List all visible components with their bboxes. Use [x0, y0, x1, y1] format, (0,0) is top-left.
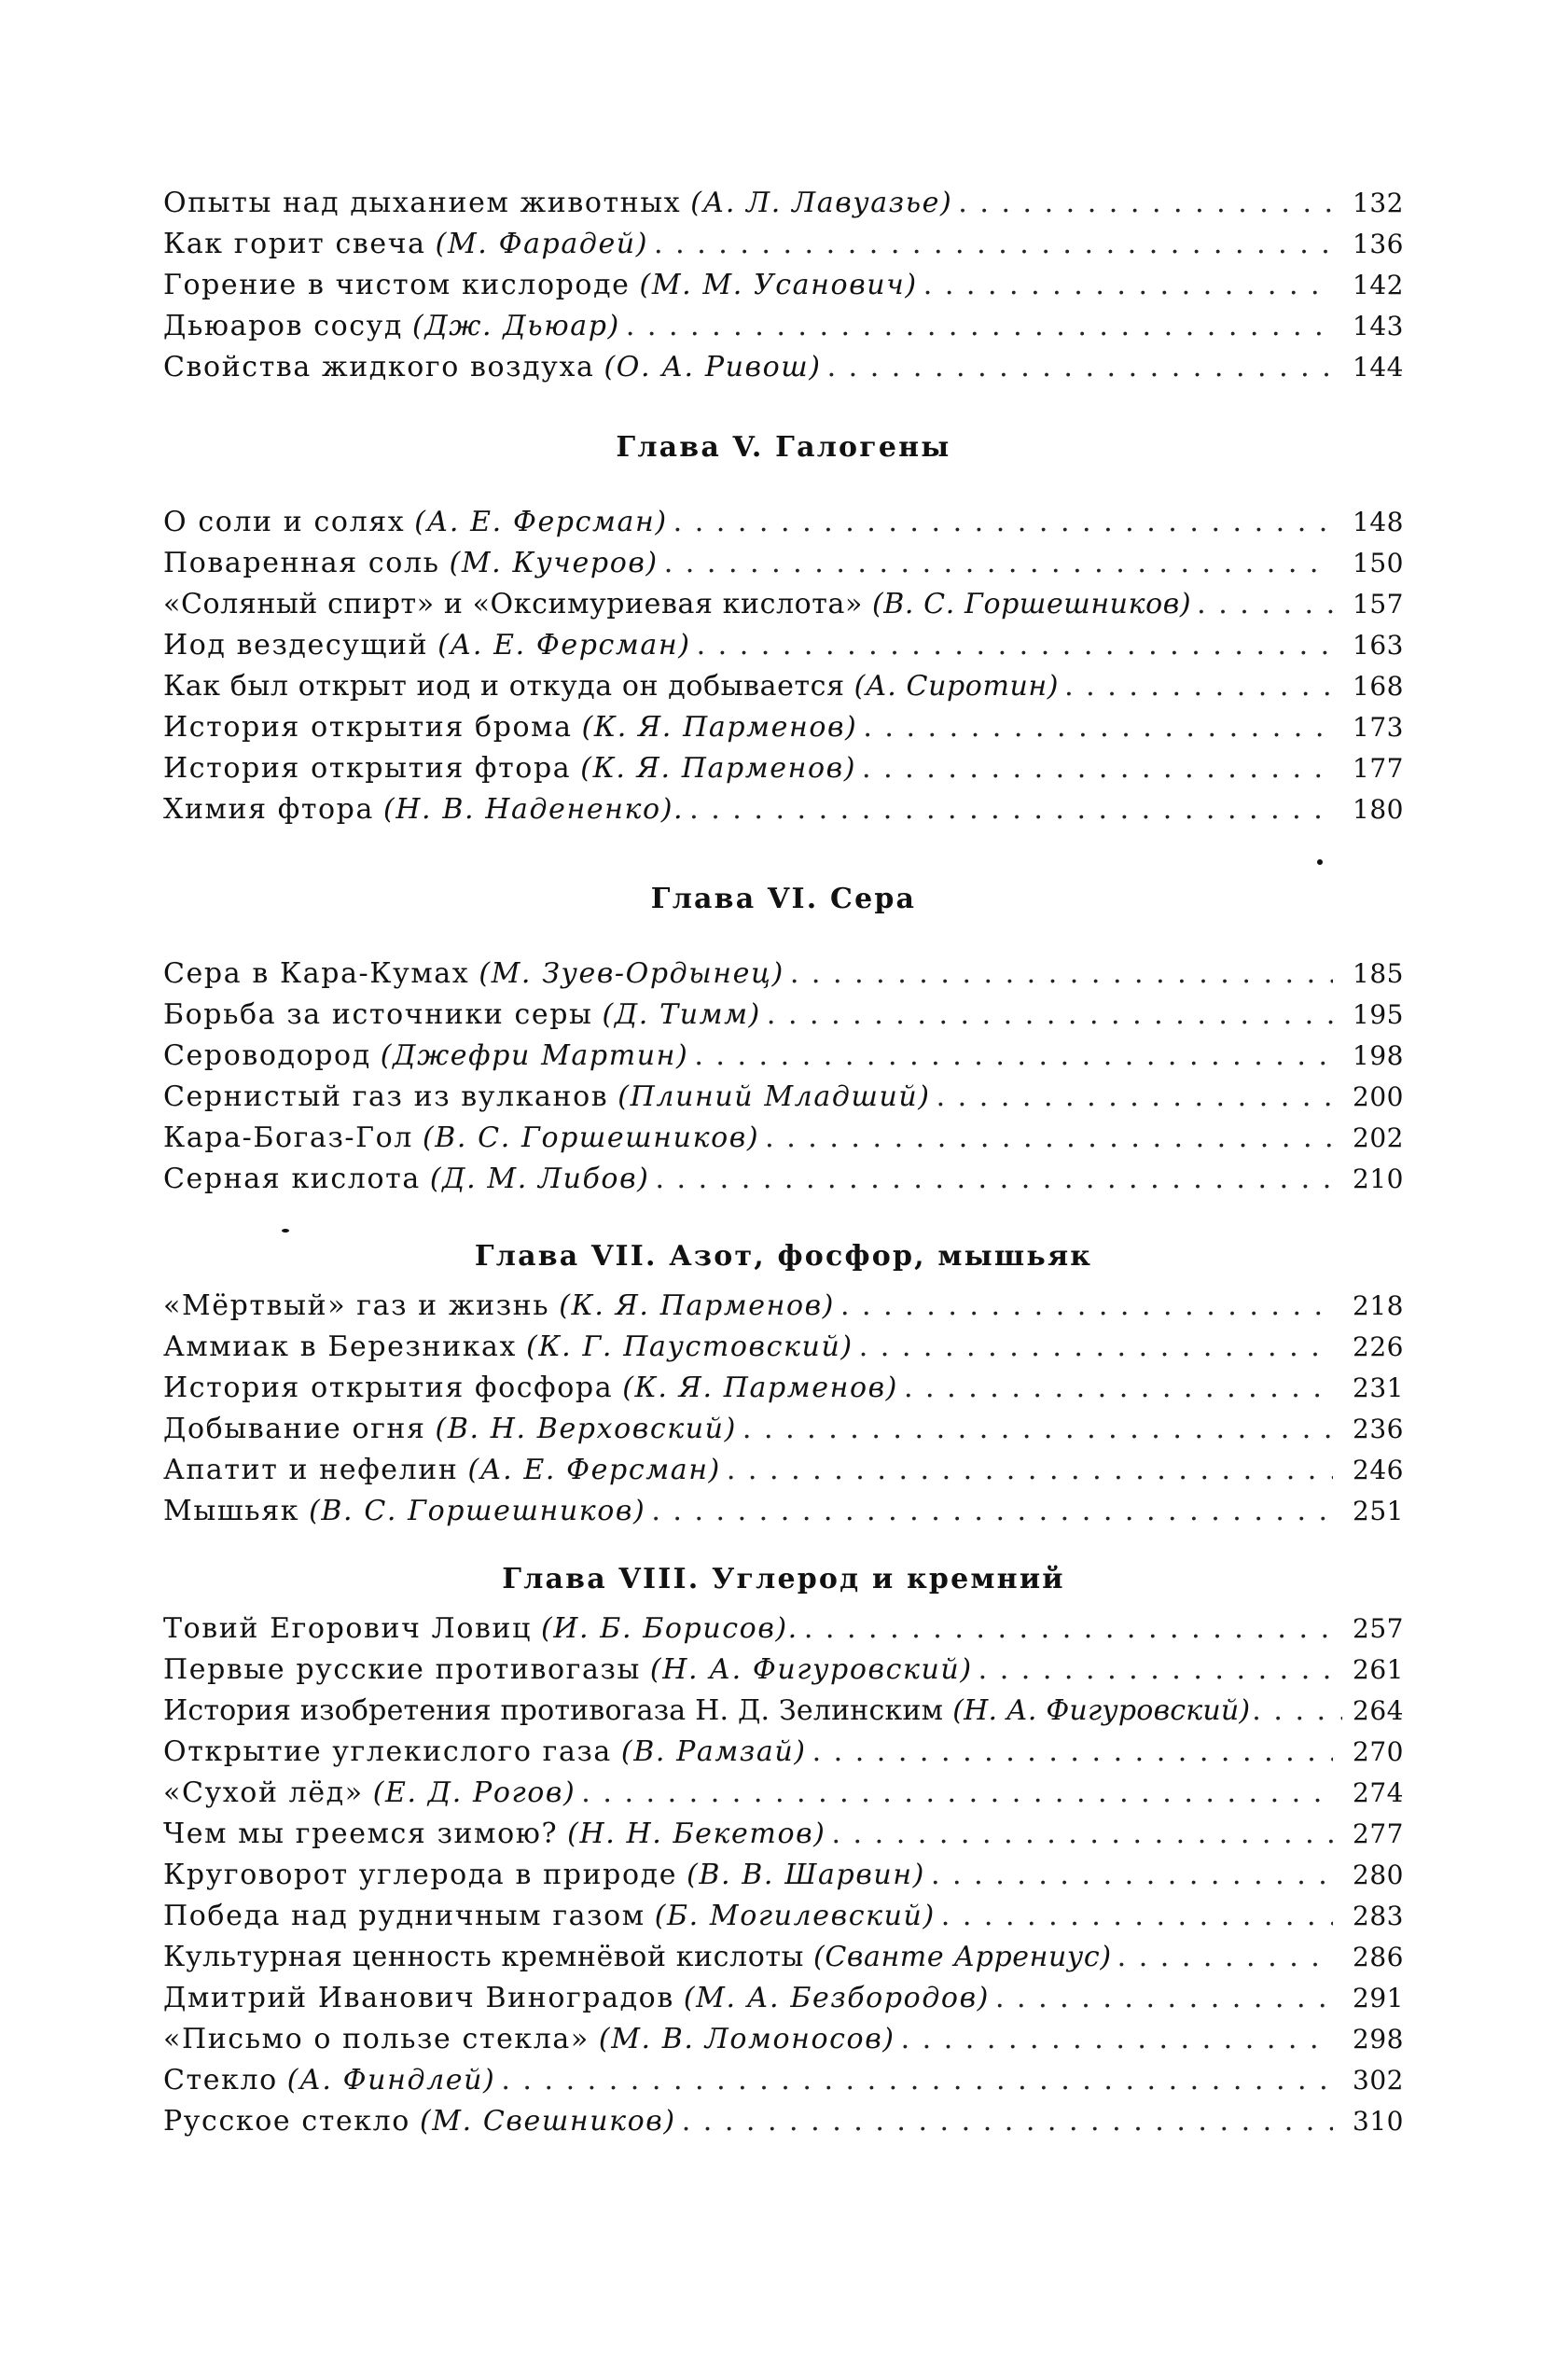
- dot-leader: [958, 183, 1333, 224]
- entry-title: Русское стекло: [163, 2105, 410, 2138]
- toc-entry: [163, 183, 1404, 224]
- toc-section-chapter-5: [163, 422, 1404, 830]
- entry-title: Дьюаров сосуд: [163, 310, 404, 342]
- dot-leader: [937, 1077, 1333, 1118]
- entry-page-number: 246: [1353, 1455, 1404, 1485]
- entry-author: (Дж. Дьюар): [412, 310, 620, 342]
- toc-entry: [163, 707, 1404, 748]
- entry-page-number: 144: [1353, 352, 1404, 383]
- toc-entry: [163, 1118, 1404, 1159]
- toc-entry: [163, 2060, 1404, 2101]
- toc-entry: [163, 666, 1404, 707]
- entry-title: Опыты над дыханием животных: [163, 187, 682, 219]
- entry-author: (А. Е. Ферсман): [414, 506, 668, 538]
- dot-leader: [655, 1159, 1333, 1200]
- scan-speck: [282, 1229, 289, 1233]
- entry-page-number: 143: [1353, 311, 1404, 341]
- chapter-heading: Глава VII. Азот, фосфор, мышьяк: [474, 1240, 1093, 1273]
- toc-entry: [163, 1609, 1404, 1650]
- dot-leader: [742, 1409, 1333, 1450]
- entry-page-number: 236: [1353, 1414, 1404, 1444]
- entry-author: (М. Кучеров): [449, 547, 659, 579]
- entry-title: Товий Егорович Ловиц: [163, 1612, 532, 1645]
- entry-author: (К. Я. Парменов): [580, 752, 857, 785]
- entry-author: (Д. Тимм): [602, 998, 761, 1031]
- entry-author: (Плиний Младший): [617, 1080, 931, 1113]
- entry-page-number: 283: [1353, 1901, 1404, 1931]
- entry-title: Поваренная соль: [163, 547, 440, 579]
- entry-title: История изобретения противогаза Н. Д. Зелинским: [163, 1694, 944, 1727]
- toc-entry: [163, 347, 1404, 388]
- entry-page-number: 270: [1353, 1736, 1404, 1767]
- toc-entry: [163, 1036, 1404, 1077]
- toc-entry: [163, 748, 1404, 789]
- entry-title: Первые русские противогазы: [163, 1653, 641, 1686]
- entry-author: (К. Я. Парменов): [559, 1289, 835, 1322]
- toc-section-chapter-8: [163, 1556, 1404, 2142]
- entry-author: (М. М. Усанович): [639, 269, 918, 301]
- entry-page-number: 226: [1353, 1331, 1404, 1362]
- entry-title: Горение в чистом кислороде: [163, 269, 631, 301]
- entry-page-number: 264: [1353, 1695, 1404, 1726]
- entry-page-number: 280: [1353, 1860, 1404, 1890]
- toc-entry: [163, 1077, 1404, 1118]
- entry-page-number: 231: [1353, 1372, 1404, 1403]
- dot-leader: [697, 625, 1333, 666]
- entry-author: (Д. М. Либов): [429, 1163, 650, 1195]
- toc-entry: [163, 625, 1404, 666]
- entry-page-number: 180: [1353, 794, 1404, 825]
- entry-page-number: 310: [1353, 2106, 1404, 2137]
- entry-page-number: 298: [1353, 2024, 1404, 2055]
- toc-entry: [163, 1409, 1404, 1450]
- toc-entry: [163, 1896, 1404, 1937]
- toc-entry: [163, 1855, 1404, 1896]
- entry-page-number: 150: [1353, 548, 1404, 578]
- entry-page-number: 261: [1353, 1654, 1404, 1685]
- toc-entry: [163, 995, 1404, 1036]
- dot-leader: [790, 954, 1333, 995]
- dot-leader: [664, 543, 1333, 584]
- entry-title: Как горит свеча: [163, 228, 426, 260]
- entry-author: (Н. А. Фигуровский): [952, 1694, 1251, 1727]
- toc-entry: [163, 502, 1404, 543]
- entry-title: Борьба за источники серы: [163, 998, 593, 1031]
- dot-leader: [941, 1896, 1333, 1937]
- toc-entry: [163, 2019, 1404, 2060]
- entry-author: (В. С. Горшешников): [422, 1121, 760, 1154]
- entry-page-number: 177: [1353, 753, 1404, 784]
- entry-author: (В. В. Шарвин): [687, 1859, 925, 1891]
- toc-entry: [163, 1368, 1404, 1409]
- entry-author: (Сванте Аррениус): [813, 1941, 1112, 1973]
- entry-author: (М. В. Ломоносов): [598, 2023, 895, 2055]
- entry-author: (К. Я. Парменов): [622, 1372, 898, 1404]
- entry-page-number: 251: [1353, 1496, 1404, 1526]
- toc-entry: [163, 1450, 1404, 1491]
- entry-title: Иод вездесущий: [163, 629, 429, 662]
- entry-author: (Н. А. Фигуровский): [649, 1653, 973, 1686]
- toc-entry: [163, 2101, 1404, 2142]
- dot-leader: [682, 2101, 1333, 2142]
- toc-entry: [163, 1732, 1404, 1773]
- toc-entry: [163, 1491, 1404, 1532]
- dot-leader: [626, 306, 1333, 347]
- entry-author: (А. Л. Лавуазье): [690, 187, 953, 219]
- toc-entry: [163, 543, 1404, 584]
- dot-leader: [727, 1450, 1333, 1491]
- entry-author: (В. Рамзай): [620, 1735, 807, 1768]
- entry-author: (А. Е. Ферсман): [467, 1454, 721, 1486]
- entry-title: Добывание огня: [163, 1413, 426, 1445]
- entry-page-number: 136: [1353, 229, 1404, 259]
- entry-page-number: 291: [1353, 1983, 1404, 2013]
- entry-title: Кара-Богаз-Гол: [163, 1121, 413, 1154]
- entry-page-number: 277: [1353, 1818, 1404, 1849]
- dot-leader: [767, 995, 1333, 1036]
- entry-author: (А. Сиротин): [853, 670, 1060, 703]
- toc-entry: [163, 1814, 1404, 1855]
- dot-leader: [1197, 584, 1333, 625]
- entry-author: (О. А. Ривош): [604, 351, 822, 383]
- entry-author: (Джефри Мартин): [380, 1039, 689, 1072]
- dot-leader: [904, 1368, 1333, 1409]
- entry-title: «Соляный спирт» и «Оксимуриевая кислота»: [163, 588, 863, 620]
- entry-author: (В. С. Горшешников): [871, 588, 1192, 620]
- dot-leader: [901, 2019, 1333, 2060]
- entry-author: (К. Я. Парменов): [581, 711, 858, 744]
- entry-title: Аммиак в Березниках: [163, 1330, 518, 1363]
- entry-page-number: 173: [1353, 712, 1404, 743]
- entry-page-number: 132: [1353, 188, 1404, 218]
- toc-entry: [163, 1978, 1404, 2019]
- entry-page-number: 157: [1353, 589, 1404, 620]
- entry-author: (М. Фарадей): [435, 228, 649, 260]
- entry-author: (М. А. Безбородов): [683, 1982, 990, 2014]
- entry-title: Чем мы греемся зимою?: [163, 1818, 559, 1850]
- dot-leader: [931, 1855, 1333, 1896]
- entry-title: Открытие углекислого газа: [163, 1735, 612, 1768]
- toc-section-continuation: [163, 183, 1404, 388]
- entry-title: Сера в Кара-Кумах: [163, 957, 470, 990]
- entry-title: Апатит и нефелин: [163, 1454, 459, 1486]
- entry-title: История открытия фосфора: [163, 1372, 614, 1404]
- entry-author: (М. Зуев-Ордынец): [479, 957, 784, 990]
- entry-author: (К. Г. Паустовский): [526, 1330, 853, 1363]
- dot-leader: [1252, 1691, 1342, 1732]
- entry-page-number: 148: [1353, 507, 1404, 537]
- dot-leader: [501, 2060, 1333, 2101]
- entry-page-number: 218: [1353, 1290, 1404, 1321]
- dot-leader: [765, 1118, 1333, 1159]
- toc-section-chapter-6: [163, 873, 1404, 1200]
- table-of-contents: [163, 183, 1404, 2142]
- toc-entry: [163, 1286, 1404, 1327]
- dot-leader: [831, 1814, 1333, 1855]
- chapter-heading: Глава V. Галогены: [616, 431, 951, 464]
- dot-leader: [863, 707, 1333, 748]
- toc-entry: [163, 1650, 1404, 1691]
- entry-page-number: 302: [1353, 2065, 1404, 2096]
- dot-leader: [654, 224, 1333, 265]
- toc-entry: [163, 789, 1404, 830]
- entry-title: Культурная ценность кремнёвой кислоты: [163, 1941, 805, 1973]
- dot-leader: [827, 347, 1333, 388]
- entry-title: «Сухой лёд»: [163, 1776, 364, 1809]
- entry-author: (Н. Н. Бекетов): [567, 1818, 826, 1850]
- entry-title: Круговорот углерода в природе: [163, 1859, 678, 1891]
- chapter-heading: Глава VIII. Углерод и кремний: [502, 1563, 1065, 1595]
- toc-entry: [163, 1159, 1404, 1200]
- toc-section-chapter-7: [163, 1233, 1404, 1532]
- dot-leader: [651, 1491, 1333, 1532]
- scan-speck: [1317, 859, 1323, 865]
- dot-leader: [859, 1327, 1333, 1368]
- entry-author: (А. Е. Ферсман): [437, 629, 691, 662]
- dot-leader: [840, 1286, 1333, 1327]
- toc-entry: [163, 306, 1404, 347]
- entry-page-number: 142: [1353, 270, 1404, 300]
- entry-author: (В. С. Горшешников): [309, 1495, 646, 1527]
- entry-title: «Мёртвый» газ и жизнь: [163, 1289, 550, 1322]
- dot-leader: [1117, 1937, 1333, 1978]
- entry-page-number: 274: [1353, 1777, 1404, 1808]
- entry-title: Сернистый газ из вулканов: [163, 1080, 609, 1113]
- entry-title: Как был открыт иод и откуда он добывается: [163, 670, 845, 703]
- dot-leader: [862, 748, 1333, 789]
- entry-page-number: 210: [1353, 1163, 1404, 1194]
- chapter-heading: Глава VI. Сера: [650, 883, 917, 915]
- toc-entry: [163, 224, 1404, 265]
- entry-page-number: 257: [1353, 1613, 1404, 1644]
- entry-page-number: 198: [1353, 1040, 1404, 1071]
- entry-title: Дмитрий Иванович Виноградов: [163, 1982, 674, 2014]
- entry-page-number: 286: [1353, 1942, 1404, 1972]
- entry-title: Стекло: [163, 2064, 278, 2096]
- entry-title: Победа над рудничным газом: [163, 1900, 645, 1932]
- entry-title: Химия фтора: [163, 793, 374, 826]
- entry-title: Свойства жидкого воздуха: [163, 351, 595, 383]
- dot-leader: [804, 1609, 1333, 1650]
- dot-leader: [581, 1773, 1333, 1814]
- entry-author: (И. Б. Борисов).: [540, 1612, 798, 1645]
- entry-title: Сероводород: [163, 1039, 371, 1072]
- toc-entry: [163, 1937, 1404, 1978]
- toc-entry: [163, 584, 1404, 625]
- toc-entry: [163, 1327, 1404, 1368]
- entry-title: Мышьяк: [163, 1495, 300, 1527]
- toc-entry: [163, 1691, 1404, 1732]
- entry-page-number: 163: [1353, 630, 1404, 661]
- toc-entry: [163, 1773, 1404, 1814]
- dot-leader: [694, 1036, 1333, 1077]
- entry-page-number: 202: [1353, 1122, 1404, 1153]
- entry-author: (Н. В. Надененко).: [382, 793, 685, 826]
- entry-title: История открытия брома: [163, 711, 573, 744]
- dot-leader: [995, 1978, 1333, 2019]
- dot-leader: [923, 265, 1333, 306]
- entry-author: (В. Н. Верховский): [435, 1413, 737, 1445]
- dot-leader: [673, 502, 1333, 543]
- entry-title: Серная кислота: [163, 1163, 421, 1195]
- entry-page-number: 195: [1353, 999, 1404, 1030]
- toc-entry: [163, 265, 1404, 306]
- entry-author: (А. Финдлей): [286, 2064, 496, 2096]
- entry-author: (Е. Д. Рогов): [372, 1776, 576, 1809]
- entry-page-number: 200: [1353, 1081, 1404, 1112]
- entry-page-number: 185: [1353, 958, 1404, 989]
- entry-title: О соли и солях: [163, 506, 406, 538]
- entry-title: История открытия фтора: [163, 752, 572, 785]
- entry-page-number: 168: [1353, 671, 1404, 702]
- dot-leader: [1064, 666, 1333, 707]
- entry-author: (Б. Могилевский): [654, 1900, 936, 1932]
- toc-entry: [163, 954, 1404, 995]
- entry-author: (М. Свешников): [419, 2105, 676, 2138]
- dot-leader: [689, 789, 1333, 830]
- dot-leader: [812, 1732, 1333, 1773]
- dot-leader: [978, 1650, 1333, 1691]
- entry-title: «Письмо о пользе стекла»: [163, 2023, 590, 2055]
